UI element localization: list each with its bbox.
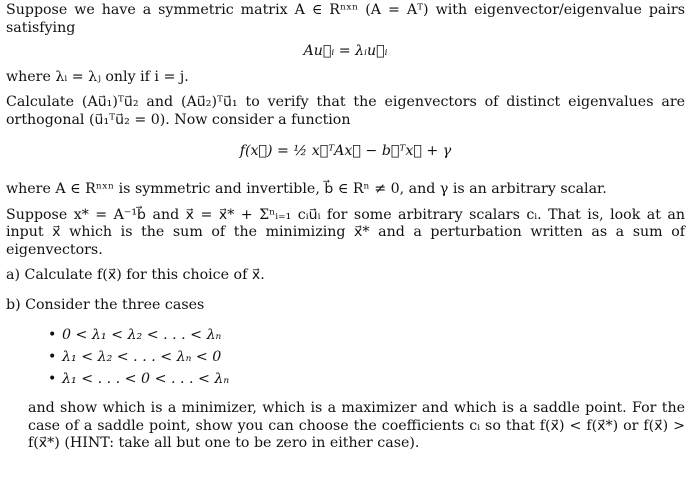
part-a-question: a) Calculate f(x⃗) for this choice of x⃗. bbox=[6, 267, 265, 283]
function-conditions-paragraph: where A ∈ Rⁿˣⁿ is symmetric and invertible, b⃗ ∈ Rⁿ ≠ 0, and γ is an arbitrary scalar. bbox=[6, 181, 607, 197]
case-item: • λ₁ < λ₂ < . . . < λₙ < 0 bbox=[48, 346, 685, 368]
case-item: • λ₁ < . . . < 0 < . . . < λₙ bbox=[48, 368, 685, 390]
spacer bbox=[6, 285, 685, 297]
orthogonality-paragraph: Calculate (Au⃗₁)ᵀu⃗₂ and (Au⃗₂)ᵀu⃗₁ to verify that the eigenvectors of distinct eigenvalues are orthogonal (u⃗₁ᵀu⃗₂ = 0). Now consider a function bbox=[6, 94, 685, 128]
intro-paragraph: Suppose we have a symmetric matrix A ∈ Rⁿˣⁿ (A = Aᵀ) with eigenvector/eigenvalue pairs satisfying bbox=[6, 2, 685, 36]
eigen-equation: Au⃗ᵢ = λᵢu⃗ᵢ bbox=[303, 43, 388, 59]
spacer bbox=[6, 86, 685, 94]
part-b-question: b) Consider the three cases bbox=[6, 296, 205, 313]
perturbation-paragraph: Suppose x* = A⁻¹b⃗ and x⃗ = x⃗* + Σⁿᵢ₌₁ cᵢu⃗ᵢ for some arbitrary scalars cᵢ. That is, look at an input x⃗ which is the sum of the minimizing x⃗* and a perturbation written as a sum of eigenvectors. bbox=[6, 206, 685, 258]
spacer bbox=[6, 259, 685, 267]
spacer bbox=[6, 199, 685, 207]
distinct-eigenvalue-condition: where λᵢ = λⱼ only if i = j. bbox=[6, 68, 189, 85]
eigenvalue-cases-list bbox=[48, 324, 685, 390]
quadratic-function-equation: f(x⃗) = ½ x⃗ᵀAx⃗ − b⃗ᵀx⃗ + γ bbox=[239, 143, 452, 159]
saddle-point-paragraph: and show which is a minimizer, which is a maximizer and which is a saddle point. For the case of a saddle point, show you can choose the coefficients cᵢ so that f(x⃗) < f(x⃗*) or f(x⃗) > f(x⃗*) (HINT: take all but one to be zero in either case). bbox=[28, 400, 685, 451]
case-item: • 0 < λ₁ < λ₂ < . . . < λₙ bbox=[48, 324, 685, 346]
